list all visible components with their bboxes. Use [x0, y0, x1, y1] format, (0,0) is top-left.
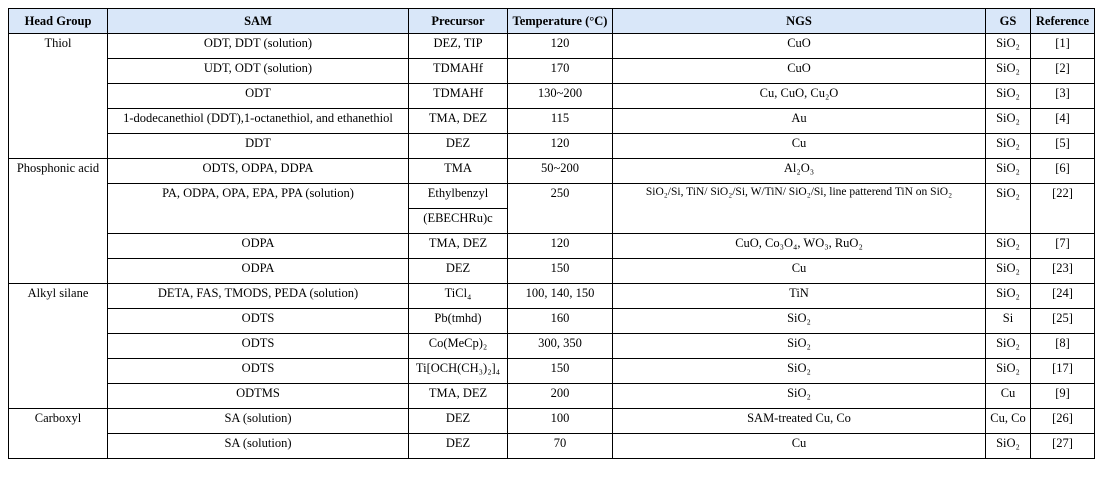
- ngs-cell: Au: [613, 109, 986, 134]
- table-row: [9, 34, 1095, 59]
- sam-cell: 1-dodecanethiol (DDT),1-octanethiol, and ethanethiol: [108, 109, 409, 134]
- gs-cell: SiO₂: [986, 59, 1031, 84]
- header-reference: Reference: [1031, 9, 1095, 34]
- precursor-cell: Pb(tmhd): [409, 309, 508, 334]
- temperature-cell: 160: [508, 309, 613, 334]
- reference-cell: [9]: [1031, 384, 1095, 409]
- precursor-cell: Ethylbenzyl: [409, 184, 508, 209]
- table-row: [9, 434, 1095, 459]
- gs-cell: Cu, Co: [986, 409, 1031, 434]
- temperature-cell: 50~200: [508, 159, 613, 184]
- reference-cell: [27]: [1031, 434, 1095, 459]
- ngs-cell: TiN: [613, 284, 986, 309]
- sam-cell: ODPA: [108, 234, 409, 259]
- header-row: [9, 9, 1095, 34]
- header-temperature: Temperature (°C): [508, 9, 613, 34]
- temperature-cell: 120: [508, 234, 613, 259]
- ngs-cell: SAM-treated Cu, Co: [613, 409, 986, 434]
- reference-cell: [1]: [1031, 34, 1095, 59]
- table-row: [9, 409, 1095, 434]
- table-row: [9, 109, 1095, 134]
- reference-cell: [17]: [1031, 359, 1095, 384]
- sam-cell: ODTS, ODPA, DDPA: [108, 159, 409, 184]
- gs-cell: SiO₂: [986, 34, 1031, 59]
- reference-cell: [25]: [1031, 309, 1095, 334]
- sam-cell: SA (solution): [108, 434, 409, 459]
- precursor-cell: TMA, DEZ: [409, 234, 508, 259]
- header-precursor: Precursor: [409, 9, 508, 34]
- head-group-carboxyl: Carboxyl: [9, 409, 108, 459]
- ngs-cell: SiO₂: [613, 309, 986, 334]
- gs-cell: SiO₂: [986, 159, 1031, 184]
- table-row: [9, 384, 1095, 409]
- gs-cell: Cu: [986, 384, 1031, 409]
- table-row: [9, 84, 1095, 109]
- precursor-cell: Co(MeCp)₂: [409, 334, 508, 359]
- gs-cell: SiO₂: [986, 184, 1031, 234]
- gs-cell: SiO₂: [986, 434, 1031, 459]
- reference-cell: [6]: [1031, 159, 1095, 184]
- gs-cell: Si: [986, 309, 1031, 334]
- temperature-cell: 300, 350: [508, 334, 613, 359]
- gs-cell: SiO₂: [986, 284, 1031, 309]
- ngs-cell: Cu: [613, 134, 986, 159]
- sam-cell: PA, ODPA, OPA, EPA, PPA (solution): [108, 184, 409, 234]
- gs-cell: SiO₂: [986, 109, 1031, 134]
- ngs-cell: CuO: [613, 59, 986, 84]
- sam-cell: ODT, DDT (solution): [108, 34, 409, 59]
- table-row: [9, 284, 1095, 309]
- temperature-cell: 120: [508, 134, 613, 159]
- precursor-cell: Ti[OCH(CH₃)₂]₄: [409, 359, 508, 384]
- temperature-cell: 100, 140, 150: [508, 284, 613, 309]
- reference-cell: [5]: [1031, 134, 1095, 159]
- sam-cell: SA (solution): [108, 409, 409, 434]
- precursor-cell: DEZ: [409, 409, 508, 434]
- table-row: [9, 184, 1095, 209]
- table-row: [9, 309, 1095, 334]
- temperature-cell: 200: [508, 384, 613, 409]
- temperature-cell: 150: [508, 359, 613, 384]
- precursor-cell: DEZ: [409, 259, 508, 284]
- reference-cell: [26]: [1031, 409, 1095, 434]
- precursor-cell-continued: (EBECHRu)c: [409, 209, 508, 234]
- precursor-cell: TDMAHf: [409, 59, 508, 84]
- precursor-cell: DEZ, TIP: [409, 34, 508, 59]
- precursor-cell: TMA, DEZ: [409, 109, 508, 134]
- gs-cell: SiO₂: [986, 359, 1031, 384]
- reference-cell: [8]: [1031, 334, 1095, 359]
- sam-cell: ODPA: [108, 259, 409, 284]
- ngs-cell: Cu: [613, 434, 986, 459]
- gs-cell: SiO₂: [986, 134, 1031, 159]
- sam-cell: ODTS: [108, 334, 409, 359]
- table-row: [9, 259, 1095, 284]
- sam-cell: UDT, ODT (solution): [108, 59, 409, 84]
- precursor-cell: DEZ: [409, 434, 508, 459]
- header-gs: GS: [986, 9, 1031, 34]
- table-container: [8, 8, 1095, 459]
- table-row: [9, 234, 1095, 259]
- table-row: [9, 359, 1095, 384]
- gs-cell: SiO₂: [986, 259, 1031, 284]
- reference-cell: [2]: [1031, 59, 1095, 84]
- header-head-group: Head Group: [9, 9, 108, 34]
- table-row: [9, 159, 1095, 184]
- ngs-cell: CuO, Co₃O₄, WO₃, RuO₂: [613, 234, 986, 259]
- temperature-cell: 115: [508, 109, 613, 134]
- header-ngs: NGS: [613, 9, 986, 34]
- temperature-cell: 250: [508, 184, 613, 234]
- precursor-cell: TiCl₄: [409, 284, 508, 309]
- header-sam: SAM: [108, 9, 409, 34]
- table-row: [9, 59, 1095, 84]
- table-row: [9, 134, 1095, 159]
- ngs-cell: SiO₂: [613, 334, 986, 359]
- gs-cell: SiO₂: [986, 234, 1031, 259]
- ngs-cell: SiO₂/Si, TiN/ SiO₂/Si, W/TiN/ SiO₂/Si, line patterend TiN on SiO₂: [613, 184, 986, 234]
- temperature-cell: 120: [508, 34, 613, 59]
- ngs-cell: SiO₂: [613, 359, 986, 384]
- head-group-phosphonic-acid: Phosphonic acid: [9, 159, 108, 284]
- reference-cell: [22]: [1031, 184, 1095, 234]
- reference-cell: [4]: [1031, 109, 1095, 134]
- reference-cell: [23]: [1031, 259, 1095, 284]
- sam-cell: DDT: [108, 134, 409, 159]
- temperature-cell: 100: [508, 409, 613, 434]
- head-group-alkyl-silane: Alkyl silane: [9, 284, 108, 409]
- temperature-cell: 170: [508, 59, 613, 84]
- precursor-cell: TMA, DEZ: [409, 384, 508, 409]
- temperature-cell: 70: [508, 434, 613, 459]
- precursor-cell: TDMAHf: [409, 84, 508, 109]
- ngs-cell: Al₂O₃: [613, 159, 986, 184]
- table-row: [9, 334, 1095, 359]
- reference-cell: [24]: [1031, 284, 1095, 309]
- reference-cell: [7]: [1031, 234, 1095, 259]
- sam-cell: DETA, FAS, TMODS, PEDA (solution): [108, 284, 409, 309]
- ngs-cell: CuO: [613, 34, 986, 59]
- ngs-cell: Cu, CuO, Cu₂O: [613, 84, 986, 109]
- temperature-cell: 130~200: [508, 84, 613, 109]
- sam-ald-table: [8, 8, 1095, 459]
- gs-cell: SiO₂: [986, 334, 1031, 359]
- precursor-cell: TMA: [409, 159, 508, 184]
- precursor-cell: DEZ: [409, 134, 508, 159]
- gs-cell: SiO₂: [986, 84, 1031, 109]
- ngs-cell: SiO₂: [613, 384, 986, 409]
- head-group-thiol: Thiol: [9, 34, 108, 159]
- sam-cell: ODT: [108, 84, 409, 109]
- temperature-cell: 150: [508, 259, 613, 284]
- sam-cell: ODTMS: [108, 384, 409, 409]
- sam-cell: ODTS: [108, 359, 409, 384]
- sam-cell: ODTS: [108, 309, 409, 334]
- ngs-cell: Cu: [613, 259, 986, 284]
- reference-cell: [3]: [1031, 84, 1095, 109]
